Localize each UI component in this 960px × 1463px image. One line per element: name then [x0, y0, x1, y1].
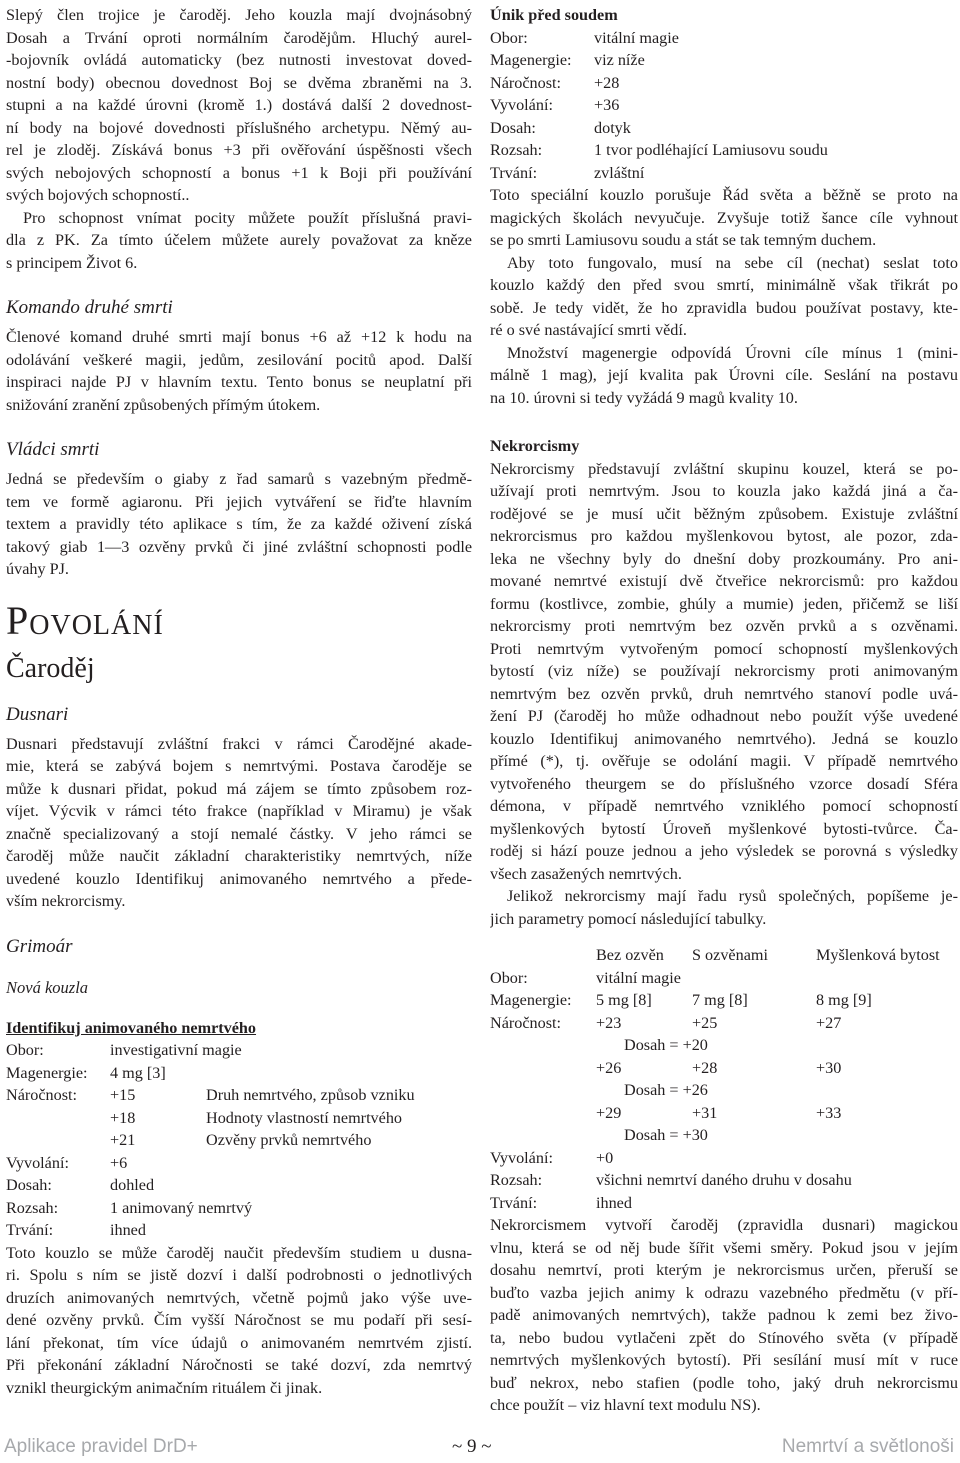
text-line: ré o své nastávající smrti vědí. — [490, 321, 687, 339]
text-line: magických školách nevyučuje. Zvyšuje totiž šance cíle vyhnout — [490, 208, 958, 227]
text-line: ri. Spolu s ním se jistě dozví i další podrobnosti o jednotlivých — [6, 1266, 472, 1284]
text-line: tem ve formě agiaronu. Při jejich vytváření se řiďte hlavním — [6, 492, 472, 511]
text-line: Jelikož nekrorcismy mají řadu rysů společných, popíšeme je- — [507, 887, 958, 905]
text-line: Nekrorcismem vytvoří čaroděj (zpravidla dusnari) magickou — [490, 1216, 958, 1234]
text-line: uvedené kouzlo Identifikuj animovaného nemrtvého a přede- — [6, 869, 472, 888]
unik-paragraph-3 — [490, 342, 958, 410]
text-line: -bojovník ovládá automaticky (bez nutnosti investovat doved- — [6, 51, 472, 69]
nova-kouzla-heading: Nová kouzla — [6, 977, 89, 997]
text-line: ní body na bojové dovednosti příslušného archetypu. Němý au- — [6, 118, 472, 137]
section-title: Čaroděj — [6, 652, 95, 684]
table-row-trvani: Trvání: ihned — [490, 1193, 632, 1212]
text-line: sobě. Je tedy vidět, že ho zpravidla budou používat postavy, kte- — [490, 298, 958, 317]
text-line: málně 1 mag), její kvalita pak Úrovni cíle. Seslání na postavu — [490, 366, 958, 384]
text-line: značně specializovaný a stojí nemalé částky. V jeho rámci se — [6, 824, 472, 843]
stat-row-dosah: Dosah: dohled — [6, 1176, 155, 1194]
text-line: vytvořeného theurgem se do příslušného vzorce dosadí Sféra — [490, 774, 958, 793]
intro-paragraph — [6, 4, 472, 207]
text-line: Při překonání základní Náročnosti se také dozví, zda nemrtvý — [6, 1356, 472, 1374]
text-line: nekrorcismus pro každou myšlenkovou bytost, ale pozor, zda- — [490, 527, 958, 545]
table-dosah-1: Dosah = +20 — [624, 1036, 708, 1054]
stat-row-obor: Obor: investigativní magie — [6, 1041, 242, 1059]
unik-row-dosah: Dosah: dotyk — [490, 118, 631, 137]
text-line: víjet. Výcvik v rámci této frakce (například v Miramu) je však — [6, 802, 472, 820]
vladci-paragraph — [6, 468, 472, 581]
table-dosah-3: Dosah = +30 — [624, 1126, 708, 1144]
text-line: inspiraci najde PJ v hlavním textu. Tento bonus se neuplatní při — [6, 373, 472, 391]
text-line: padě animovaných nemrtvých), takže padnou k zemi bez živo- — [490, 1306, 958, 1324]
intro-paragraph-2 — [6, 207, 472, 275]
text-line: svých nebojových schopností a bonus +1 k Boji při používání — [6, 163, 472, 182]
chapter-title: Povolání — [6, 597, 164, 643]
text-line: užívají proti nemrtvým. Jsou to kouzla jako každá jiná a ča- — [490, 482, 958, 500]
text-line: ta, nebo budou vytlačeni zpět do Stínového světa (v případě — [490, 1328, 958, 1347]
stat-row-narocnost-3: +21 Ozvěny prvků nemrtvého — [110, 1131, 372, 1149]
text-line: svých bojových schopností.. — [6, 186, 190, 204]
text-line: vlnu, která se od něj bude šířit všemi směry. Pokud jsou v jejím — [490, 1238, 958, 1257]
komando-paragraph — [6, 326, 472, 416]
text-line: vznikl theurgickým animačním rituálem či jinak. — [6, 1378, 323, 1397]
right-column — [490, 4, 958, 1417]
table-row-narocnost-3: +29 +31 +33 — [596, 1103, 842, 1122]
text-line: jich parametry pomocí následující tabulky. — [490, 909, 767, 928]
text-line: dosahu nemrtví, proti kterým je nekrorcismus určen, přeruší se — [490, 1261, 958, 1279]
final-paragraph — [490, 1214, 958, 1417]
text-line: vším nekrorcismy. — [6, 892, 126, 910]
text-line: formu (kostlivce, zombie, ghúly a mumie) jeden, přičemž se liší — [490, 594, 958, 613]
left-column — [6, 4, 472, 1399]
footer-chapter-title: Nemrtví a světlonoši — [781, 1436, 954, 1457]
table-row-obor: Obor: vitální magie — [490, 968, 681, 987]
table-row-narocnost-2: +26 +28 +30 — [596, 1058, 842, 1077]
text-line: Aby toto fungovalo, musí na sebe cíl (nechat) seslat toto — [507, 253, 958, 272]
text-line: druzích animovaných nemrtvých, včetně pojmů jako výše uve- — [6, 1288, 472, 1307]
nekro-paragraph — [490, 458, 958, 886]
text-line: snižování zranění způsobených přímým útokem. — [6, 395, 321, 414]
dusnari-paragraph — [6, 733, 472, 913]
stat-row-magenergie: Magenergie: 4 mg [3] — [6, 1063, 166, 1082]
spell-stats — [6, 1039, 472, 1242]
unik-paragraph-2 — [490, 252, 958, 342]
unik-spell-name: Únik před soudem — [490, 6, 618, 24]
text-line: rodějové se je musí učit běžným způsobem. Existuje zvláštní — [490, 504, 958, 523]
text-line: Slepý člen trojice je čaroděj. Jeho kouzla mají dvojnásobný — [6, 6, 472, 24]
text-line: úvahy PJ. — [6, 560, 69, 578]
table-row-magenergie: Magenergie: 5 mg [8] 7 mg [8] 8 mg [9] — [490, 991, 872, 1009]
text-line: čaroděj může naučit základní charakteristiky nemrtvých, níže — [6, 847, 472, 865]
dusnari-heading: Dusnari — [6, 703, 69, 725]
nekro-heading: Nekrorcismy — [490, 437, 580, 455]
unik-row-rozsah: Rozsah: 1 tvor podléhající Lamiusovu soudu — [490, 141, 828, 159]
text-line: lání překonat, tím více údajů o animovaném nemrtvém zjistí. — [6, 1333, 472, 1352]
unik-stats — [490, 27, 958, 185]
text-line: dené ozvěny prvků. Čím vyšší Náročnost se mu podaří při sesí- — [6, 1311, 472, 1329]
text-line: nemrtvým bez ozvěn prvků, druh nemrtvého stanoví podle uvá- — [490, 684, 958, 703]
text-line: všech zasažených nemrtvých. — [490, 864, 682, 883]
text-line: Množství magenergie odpovídá Úrovni cíle mínus 1 (mini- — [507, 343, 958, 362]
table-row-vyvolani: Vyvolání: +0 — [490, 1148, 614, 1167]
table-row-rozsah: Rozsah: všichni nemrtví daného druhu v dosahu — [490, 1171, 852, 1189]
footer-book-title: Aplikace pravidel DrD+ — [4, 1436, 198, 1457]
text-line: Pro schopnost vnímat pocity můžete použít příslušná pravi- — [23, 208, 472, 227]
grimoar-heading: Grimoár — [6, 935, 73, 957]
text-line: Členové komand druhé smrti mají bonus +6 až +12 k hodu na — [6, 328, 472, 346]
text-line: leka ne všechny byly do dnešní doby prozkoumány. Pro ani- — [490, 549, 958, 568]
komando-heading: Komando druhé smrti — [6, 297, 173, 318]
unik-row-vyvolani: Vyvolání: +36 — [490, 96, 620, 114]
stat-row-trvani: Trvání: ihned — [6, 1221, 146, 1239]
stat-row-vyvolani: Vyvolání: +6 — [6, 1153, 128, 1172]
spell-name: Identifikuj animovaného nemrtvého — [6, 1018, 257, 1037]
text-line: dla z PK. Za tímto účelem můžete aurely považovat za kněze — [6, 231, 472, 249]
unik-paragraph-1 — [490, 184, 958, 252]
text-line: nemrtvých myšlenkových bytostí). Při sesílání musí mít v ruce — [490, 1351, 958, 1369]
text-line: se po smrti Lamiusovu soudu a stát se tak temným duchem. — [490, 231, 877, 249]
text-line: žení PJ (čaroděj ho může odhadnout nebo použít výše uvedené — [490, 707, 958, 725]
text-line: démona, v případě nemrtvého vzniklého pomocí schopností — [490, 797, 958, 815]
text-line: rel je zloděj. Získává bonus +3 při ověřování úspěšnosti všech — [6, 141, 472, 159]
page-footer — [0, 1436, 960, 1462]
unik-row-obor: Obor: vitální magie — [490, 28, 679, 47]
text-line: chce použít – viz hlavní text modulu NS). — [490, 1396, 761, 1414]
vladci-heading: Vládci smrti — [6, 439, 100, 460]
text-line: buď nekrox, nebo stafien (podle toho, jaký druh nekrorcismu — [490, 1373, 958, 1392]
text-line: Dosah a Trvání oproti normálním čarodějům. Hluchý aurel- — [6, 28, 472, 47]
text-line: bytostí (viz níže) se používají nekrorcismy proti animovaným — [490, 662, 958, 680]
unik-row-trvani: Trvání: zvláštní — [490, 163, 645, 182]
text-line: Proti nemrtvým vytvořeným pomocí schopností myšlenkových — [490, 639, 958, 658]
text-line: textem a pravidly této aplikace s tím, že za každé oživení získá — [6, 515, 472, 533]
text-line: Nekrorcismy představují zvláštní skupinu kouzel, která se po- — [490, 459, 958, 478]
text-line: na 10. úrovni si tedy vyžádá 9 magů kvality 10. — [490, 388, 798, 407]
text-line: s principem Život 6. — [6, 253, 138, 272]
text-line: Toto kouzlo se může čaroděj naučit především studiem u dusna- — [6, 1243, 472, 1262]
text-line: kouzlo Identifikuj animovaného nemrtvého). Jedná se kouzlo — [490, 729, 958, 748]
stat-row-narocnost-1: Náročnost: +15 Druh nemrtvého, způsob vzniku — [6, 1086, 415, 1104]
text-line: stupni a na každé úrovni (kromě 1.) dostává další 2 dovednost- — [6, 96, 472, 114]
text-line: buďto vazba jejich animy k odrazu vazebného předmětu (v pří- — [490, 1283, 958, 1302]
nekro-paragraph-2 — [490, 885, 958, 930]
text-line: Dusnari představují zvláštní frakci v rámci Čarodějné akade- — [6, 734, 472, 753]
text-line: mie, která se zabývá bojem s nemrtvými. Postava čaroděje se — [6, 757, 472, 775]
nekro-table — [490, 944, 958, 1214]
text-line: kouzlo každý den před svou smrtí, minimálně však třikrát po — [490, 276, 958, 294]
text-line: přímé (*), tj. ověřuje se odolání magii. V případě nemrtvého — [490, 752, 958, 770]
table-header: Bez ozvěn S ozvěnami Myšlenková bytost — [596, 946, 940, 964]
text-line: mované nemrtvé existují dvě čtveřice nekrorcismů: pro každou — [490, 572, 958, 590]
spell-description — [6, 1242, 472, 1400]
unik-row-narocnost: Náročnost: +28 — [490, 73, 620, 92]
text-line: nekrorcismy proti nemrtvým bez ozvěn prvků a s ozvěnami. — [490, 617, 958, 635]
text-line: roděj si hází pouze jednou a jeho výsledek se porovná s výsledky — [490, 842, 958, 860]
text-line: Toto speciální kouzlo porušuje Řád světa a běžně se proto na — [490, 186, 958, 204]
text-line: může k dusnari přidat, pokud má zájem se tímto způsobem roz- — [6, 779, 472, 798]
text-line: odolávání veškeré magii, jedům, zesilování pocitů apod. Další — [6, 350, 472, 369]
text-line: takový giab 1—3 ozvěny prvků či jiné zvláštní schopnosti podle — [6, 537, 472, 556]
page-number: ~ 9 ~ — [452, 1436, 492, 1457]
stat-row-rozsah: Rozsah: 1 animovaný nemrtvý — [6, 1198, 253, 1217]
text-line: nostní body) obecnou dovednost Boj se dvěma zbraněmi na 3. — [6, 73, 472, 92]
unik-row-magenergie: Magenergie: viz níže — [490, 51, 645, 69]
table-row-narocnost-1: Náročnost: +23 +25 +27 — [490, 1013, 842, 1032]
text-line: Jedná se především o giaby z řad samarů s vazebným předmě- — [6, 470, 472, 488]
table-dosah-2: Dosah = +26 — [624, 1081, 708, 1099]
stat-row-narocnost-2: +18 Hodnoty vlastností nemrtvého — [110, 1108, 403, 1127]
text-line: myšlenkových bytostí Úroveň myšlenkové bytosti-tvůrce. Ča- — [490, 819, 958, 838]
